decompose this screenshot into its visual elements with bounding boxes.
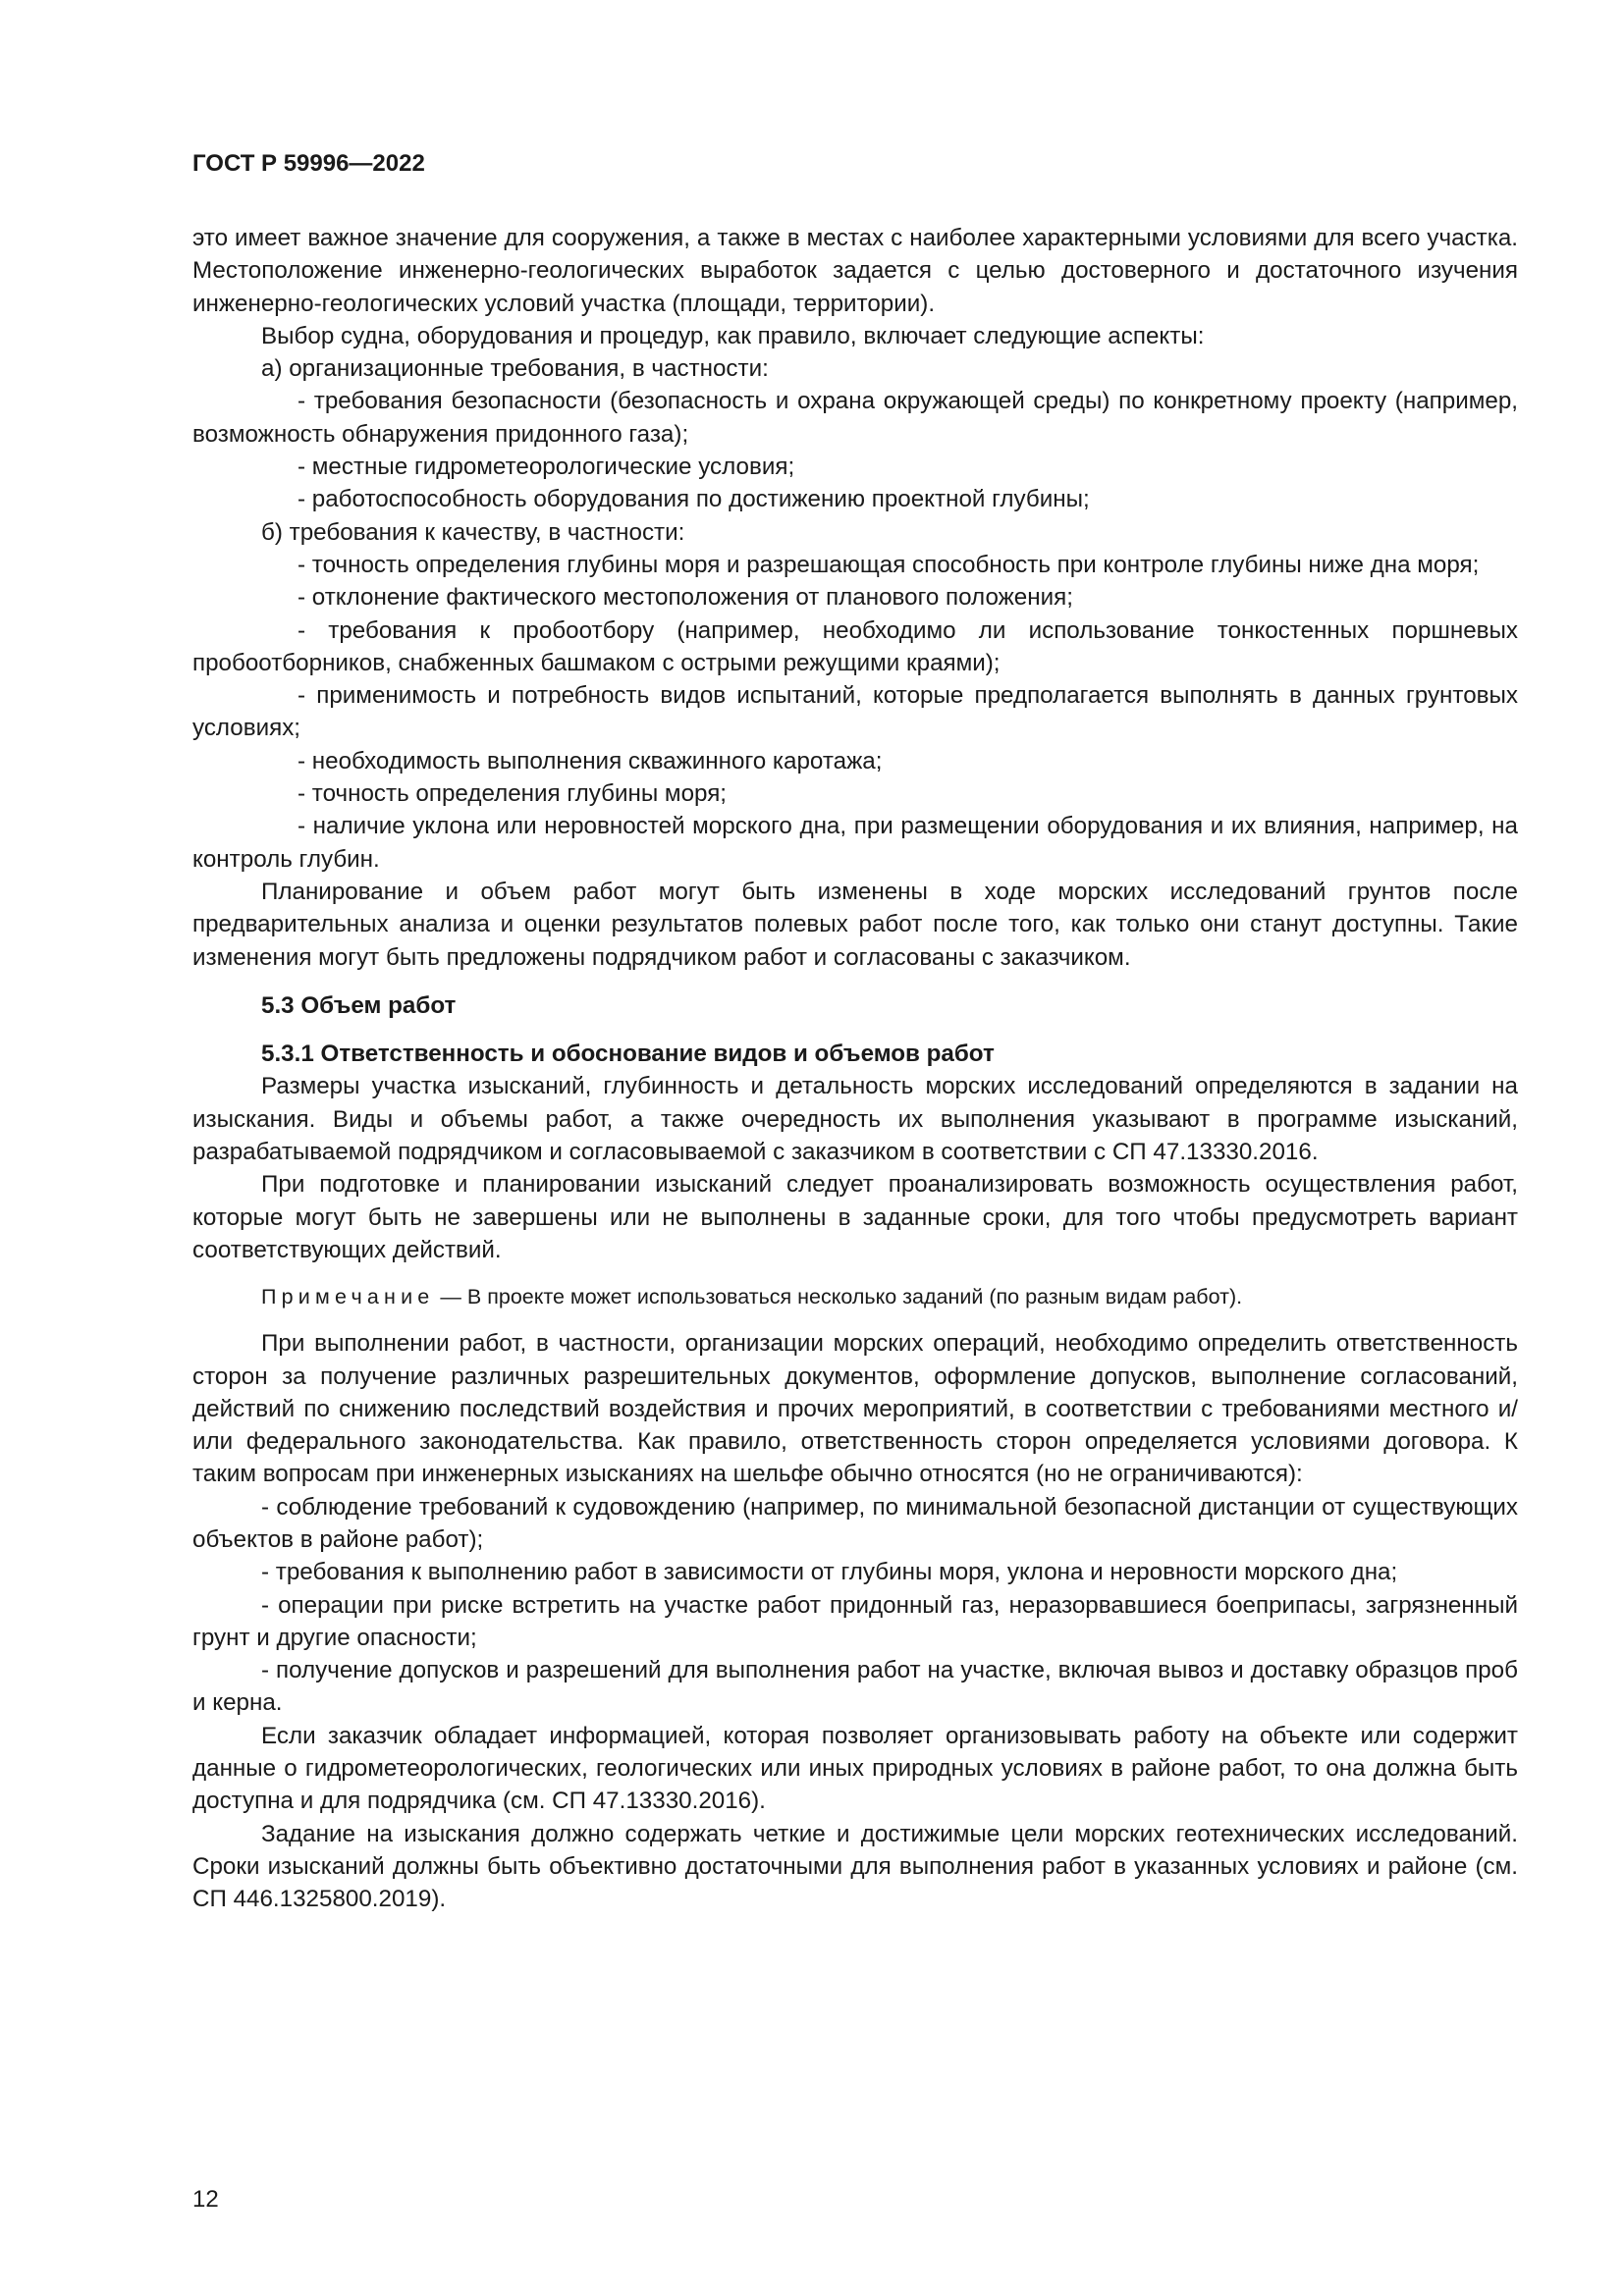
list-subitem-sea-depth-accuracy: - точность определения глубины моря; — [298, 780, 728, 808]
page-number: 12 — [192, 2186, 219, 2213]
paragraph-client-information: Если заказчик обладает информацией, которая позволяет организовывать работу на объекте или содержит данные о гидрометеорологических, геологических или иных природных условиях в районе работ, то она должна быть доступна и для подрядчика (см. СП 47.13330.2016). — [192, 1722, 1518, 1815]
list-item-a-organizational: а) организационные требования, в частности: — [261, 355, 769, 383]
subsection-heading-5-3-1: 5.3.1 Ответственность и обоснование видов и объемов работ — [261, 1041, 995, 1068]
list-subitem-permits: - получение допусков и разрешений для выполнения работ на участке, включая вывоз и доставку образцов проб и керна. — [192, 1657, 1518, 1717]
document-header-standard-number: ГОСТ Р 59996—2022 — [192, 150, 425, 177]
list-subitem-depth-accuracy: - точность определения глубины моря и разрешающая способность при контроле глубины ниже дна моря; — [298, 551, 1480, 578]
list-subitem-navigation: - соблюдение требований к судовождению (например, по минимальной безопасной дистанции от существующих объектов в районе работ); — [192, 1493, 1518, 1553]
list-subitem-sampling-requirements: - требования к пробоотбору (например, необходимо ли использование тонкостенных поршневых пробоотборников, снабженных башмаком с острыми режущими краями); — [192, 616, 1518, 676]
paragraph-responsibilities: При выполнении работ, в частности, организации морских операций, необходимо определить ответственность сторон за получение различных разрешительных документов, оформление допусков, выполнение согласований, действий по снижению последствий воздействия и прочих мероприятий, в соответствии с требованиями местного и/или федерального законодательства. Как правило, ответственность сторон определяется условиями договора. К таким вопросам при инженерных изысканиях на шельфе обычно относятся (но не ограничиваются): — [192, 1330, 1518, 1488]
list-subitem-seabed-slope: - наличие уклона или неровностей морского дна, при размещении оборудования и их влияния, например, на контроль глубин. — [192, 813, 1518, 873]
list-item-b-quality: б) требования к качеству, в частности: — [261, 518, 685, 546]
list-subitem-hazard-operations: - операции при риске встретить на участке работ придонный газ, неразорвавшиеся боеприпасы, загрязненный грунт и другие опасности; — [192, 1591, 1518, 1651]
list-subitem-test-applicability: - применимость и потребность видов испытаний, которые предполагается выполнять в данных грунтовых условиях; — [192, 682, 1518, 742]
list-subitem-equipment-performance: - работоспособность оборудования по достижению проектной глубины; — [298, 486, 1090, 513]
paragraph-survey-assignment: Задание на изыскания должно содержать четкие и достижимые цели морских геотехнических исследований. Сроки изысканий должны быть объективно достаточными для выполнения работ в указанных условиях и районе (см. СП 446.1325800.2019). — [192, 1820, 1518, 1913]
note-label: Примечание — [261, 1285, 435, 1309]
note-text: — В проекте может использоваться несколько заданий (по разным видам работ). — [434, 1285, 1243, 1309]
section-heading-5-3: 5.3 Объем работ — [261, 991, 457, 1019]
paragraph-survey-scope: Размеры участка изысканий, глубинность и детальность морских исследований определяются в задании на изыскания. Виды и объемы работ, а также очередность их выполнения указывают в программе изысканий, разрабатываемой подрядчиком и согласовываемой с заказчиком в соответствии с СП 47.13330.2016. — [192, 1073, 1518, 1166]
list-subitem-hydrometeorological: - местные гидрометеорологические условия; — [298, 454, 795, 481]
list-subitem-safety-requirements: - требования безопасности (безопасность и охрана окружающей среды) по конкретному проекту (например, возможность обнаружения придонного газа); — [192, 388, 1518, 448]
list-subitem-position-deviation: - отклонение фактического местоположения от планового положения; — [298, 584, 1073, 612]
list-subitem-depth-slope-work: - требования к выполнению работ в зависимости от глубины моря, уклона и неровности морского дна; — [261, 1559, 1398, 1586]
paragraph-selection-aspects: Выбор судна, оборудования и процедур, как правило, включает следующие аспекты: — [261, 322, 1205, 349]
list-subitem-borehole-logging: - необходимость выполнения скважинного каротажа; — [298, 747, 883, 774]
document-body — [192, 222, 1518, 1916]
paragraph-survey-planning: При подготовке и планировании изысканий следует проанализировать возможность осуществления работ, которые могут быть не завершены или не выполнены в заданные сроки, для того чтобы предусмотреть вариант соответствующих действий. — [192, 1171, 1518, 1263]
paragraph-planning-changes: Планирование и объем работ могут быть изменены в ходе морских исследований грунтов после предварительных анализа и оценки результатов полевых работ после того, как только они станут доступны. Такие изменения могут быть предложены подрядчиком работ и согласованы с заказчиком. — [192, 878, 1518, 971]
paragraph-continuation: это имеет важное значение для сооружения, а также в местах с наиболее характерными условиями для всего участка. Местоположение инженерно-геологических выработок задается с целью достоверного и достаточного изучения инженерно-геологических условий участка (площади, территории). — [192, 225, 1518, 317]
note — [192, 1282, 1518, 1311]
